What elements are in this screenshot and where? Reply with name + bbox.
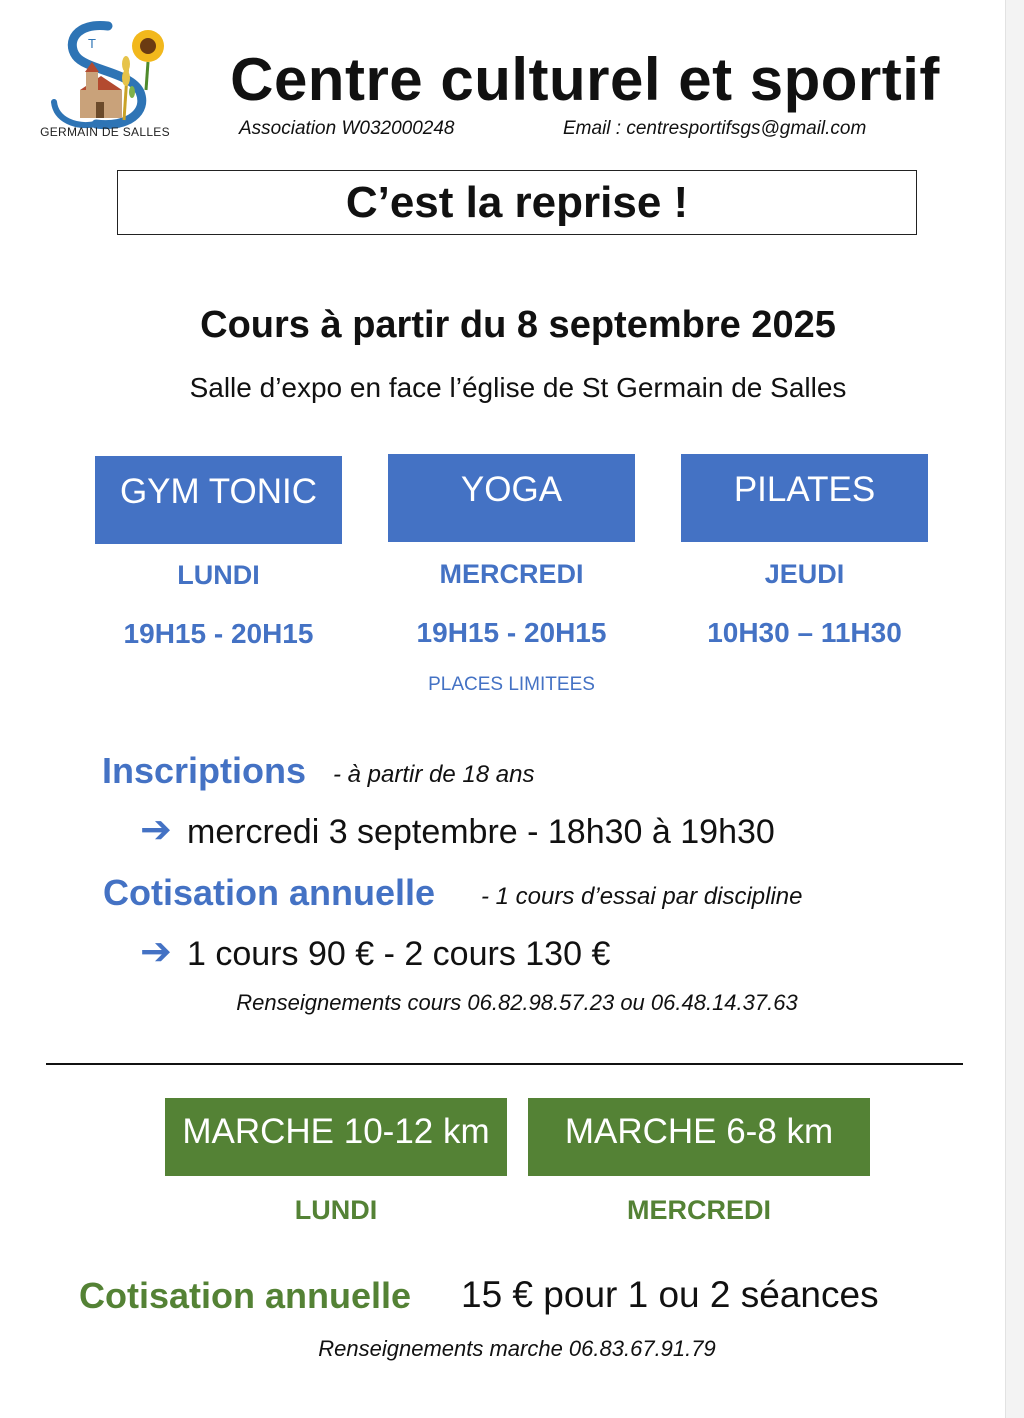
cotisation-detail: 1 cours 90 € - 2 cours 130 € <box>187 935 611 973</box>
walk-cotisation-value: 15 € pour 1 ou 2 séances <box>461 1274 879 1315</box>
cours-contact-info: Renseignements cours 06.82.98.57.23 ou 06.48.14.37.63 <box>236 990 798 1015</box>
walk-contact-info: Renseignements marche 06.83.67.91.79 <box>318 1336 716 1361</box>
venue: Salle d’expo en face l’église de St Germain de Salles <box>189 372 847 403</box>
wheat-icon <box>122 56 135 120</box>
walk-long-day: LUNDI <box>294 1195 378 1225</box>
walk-long: MARCHE 10-12 km <box>165 1098 507 1176</box>
class-yoga-note: PLACES LIMITEES <box>428 674 595 695</box>
arrow-right-icon: ➔ <box>140 931 172 973</box>
start-date: Cours à partir du 8 septembre 2025 <box>200 304 836 346</box>
contact-email: Email : centresportifsgs@gmail.com <box>563 118 867 139</box>
class-gym-tonic-time: 19H15 - 20H15 <box>123 618 314 649</box>
inscriptions-detail: mercredi 3 septembre - 18h30 à 19h30 <box>187 813 775 851</box>
inscriptions-heading: Inscriptions <box>102 750 307 791</box>
cotisation-note: - 1 cours d’essai par discipline <box>481 883 803 910</box>
class-yoga: YOGA <box>388 454 635 542</box>
class-pilates-time: 10H30 – 11H30 <box>707 617 902 648</box>
page-edge <box>1005 0 1024 1418</box>
arrow-right-icon: ➔ <box>140 809 172 851</box>
walk-cotisation-heading: Cotisation annuelle <box>79 1275 412 1316</box>
cotisation-heading: Cotisation annuelle <box>103 872 436 913</box>
headline-banner: C’est la reprise ! <box>117 170 917 235</box>
class-yoga-day: MERCREDI <box>439 559 584 589</box>
class-pilates: PILATES <box>681 454 928 542</box>
logo-initial: T <box>88 36 96 51</box>
section-divider <box>46 1063 963 1065</box>
association-number: Association W032000248 <box>239 118 455 139</box>
class-pilates-day: JEUDI <box>764 559 845 589</box>
page-title: Centre culturel et sportif <box>230 46 940 113</box>
walk-short-day: MERCREDI <box>626 1195 771 1225</box>
inscriptions-note: - à partir de 18 ans <box>333 761 535 788</box>
class-gym-tonic: GYM TONIC <box>95 456 342 544</box>
class-gym-tonic-day: LUNDI <box>177 560 260 590</box>
logo-caption: GERMAIN DE SALLES <box>40 125 170 139</box>
walk-short: MARCHE 6-8 km <box>528 1098 870 1176</box>
class-yoga-time: 19H15 - 20H15 <box>416 617 607 648</box>
